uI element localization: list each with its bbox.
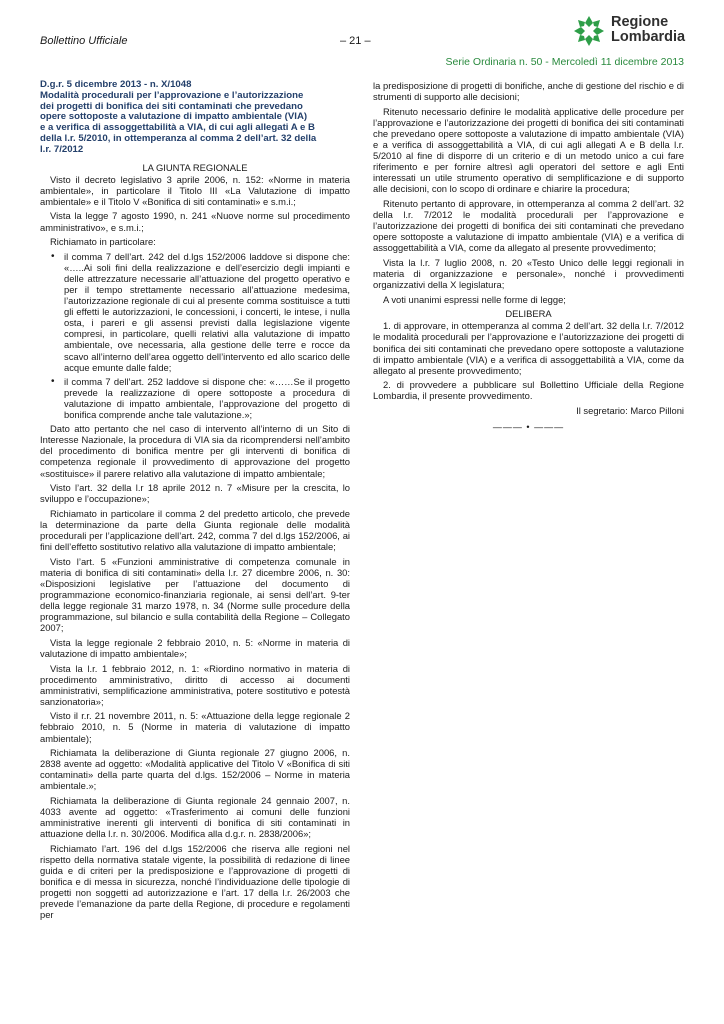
bullet-icon: • <box>51 375 55 387</box>
paragraph: Visto il decreto legislativo 3 aprile 2006, n. 152: «Norme in materia ambientale», in particolare il Titolo III «La Valutazione di impatto ambientale» e il Titolo V «Bonifica di siti contaminati» e s.m.i.; <box>40 173 350 207</box>
paragraph: Vista la legge regionale 2 febbraio 2010, n. 5: «Norme in materia di valutazione di impatto ambientale»; <box>40 636 350 659</box>
decision-item: 1. di approvare, in ottemperanza al comma 2 dell’art. 32 della l.r. 7/2012 le modalità procedurali per l’approvazione e l’autorizzazione dei progetti di bonifica dei siti contaminati che prevedano opere sottoposte a valutazione di impatto ambientale (VIA) e a verifica di assoggettabilità a VIA, come da allegato al presente provvedimento; <box>373 320 684 376</box>
publication-name: Bollettino Ufficiale <box>40 35 128 47</box>
serie-info: Serie Ordinaria n. 50 - Mercoledì 11 dicembre 2013 <box>445 56 684 68</box>
paragraph: A voti unanimi espressi nelle forme di legge; <box>383 293 566 305</box>
paragraph: Visto l’art. 5 «Funzioni amministrative di competenza comunale in materia di bonifica di siti contaminati» della l.r. 27 dicembre 2006, n. 30: «Disposizioni legislative per l’attuazione del documento di programmazione economico-finanziaria regionale, ai sensi dell’art. 9-ter della legge regionale 31 marzo 1978, n. 34 (Norme sulle procedure della programmazione, sul bilancio e sulla contabilità della Regione – Collegato 2007; <box>40 555 350 634</box>
giunta-heading: LA GIUNTA REGIONALE <box>142 161 248 173</box>
left-column <box>40 80 350 924</box>
paragraph: Visto l’art. 32 della l.r 18 aprile 2012 n. 7 «Misure per la crescita, lo sviluppo e l’occupazione»; <box>40 482 350 505</box>
bullet-icon: • <box>51 250 55 262</box>
paragraph: Richiamato in particolare il comma 2 del predetto articolo, che prevede la determinazione da parte della Giunta regionale delle modalità procedurali per l’applicazione dell’art. 242, comma 7 del d.lgs 152/2006, ai fini dell’effetto sostitutivo relativo alla valutazione di impatto ambientale; <box>40 507 350 553</box>
paragraph: Richiamata la deliberazione di Giunta regionale 27 giugno 2006, n. 2838 avente ad oggetto: «Modalità applicative del Titolo V «Bonifica di siti contaminati» della parte quarta del d.lgs. 152/2006 – Norme in materia ambientale.»; <box>40 747 350 792</box>
paragraph: Vista la l.r. 7 luglio 2008, n. 20 «Testo Unico delle leggi regionali in materia di organizzazione e personale», nonché i provvedimenti organizzativi della X legislatura; <box>373 256 684 291</box>
end-separator: ——— • ——— <box>492 422 565 433</box>
page-header <box>0 0 724 75</box>
list-item: • il comma 7 dell’art. 242 del d.lgs 152/2006 laddove si dispone che: «…..Ai soli fini della realizzazione e dell’esercizio degli impianti e delle attrezzature necessarie all’attuazione del progetto operativo e per il tempo strettamente necessario all’attuazione medesima, l’autorizzazione regionale di cui al presente comma sostituisce a tutti gli effetti le autorizzazioni, le concessioni, i concerti, le intese, i nulla osta, i pareri e gli assensi previsti dalla legislazione vigente compresi, in particolare, quelli relativi alla valutazione di impatto ambientale, ove necessaria, alla gestione delle terre e rocce da scavo all’interno dell’area oggetto dell’intervento ed allo scarico delle acque emunte dalle falde; <box>51 250 350 373</box>
paragraph: Vista la legge 7 agosto 1990, n. 241 «Nuove norme sul procedimento amministrativo», e s.m.i.; <box>40 210 350 233</box>
paragraph: Richiamato in particolare: <box>50 236 156 248</box>
regione-lombardia-logo <box>573 15 688 51</box>
paragraph: Ritenuto pertanto di approvare, in ottemperanza al comma 2 dell’art. 32 della l.r. 7/2012 le modalità procedurali per l’approvazione e l’autorizzazione dei progetti di bonifica dei siti contaminati che prevedano opere sottoposte a valutazione di impatto ambientale (VIA) e a verifica di assoggettabilità a VIA, come da allegato al presente provvedimento; <box>373 197 684 254</box>
lombardia-rose-icon <box>573 15 605 47</box>
paragraph: Dato atto pertanto che nel caso di intervento all’interno di un Sito di Interesse Nazionale, la procedura di VIA sia da ricomprendersi nell’ambito del procedimento di bonifica mentre per gli interventi di bonifica di competenza regionale il provvedimento di approvazione del progetto «sostituisce» il parere relativo alla valutazione di impatto ambientale; <box>40 423 350 479</box>
paragraph: Richiamata la deliberazione di Giunta regionale 24 gennaio 2007, n. 4033 avente ad oggetto: «Trasferimento ai comuni delle funzioni amministrative inerenti gli interventi di bonifica di siti contaminati in attuazione della l.r. n. 30/2006. Modifica alla d.g.r. n. 2838/2006»; <box>40 795 350 840</box>
paragraph: Visto il r.r. 21 novembre 2011, n. 5: «Attuazione della legge regionale 2 febbraio 2010, n. 5 (Norme in materia di valutazione di impatto ambientale); <box>40 710 350 744</box>
paragraph: Vista la l.r. 1 febbraio 2012, n. 1: «Riordino normativo in materia di procedimento amministrativo, diritto di accesso ai documenti amministrativi, semplificazione amministrativa, potere sostitutivo e potestà sanzionatoria»; <box>40 662 350 707</box>
paragraph: Ritenuto necessario definire le modalità applicative delle procedure per l’approvazione e l’autorizzazione dei progetti di bonifica dei siti contaminati che prevedano opere sottoposte a valutazione di impatto ambientale (VIA) e a verifica di assoggettabilità a VIA, di cui agli allegati A e B della l.r. 5/2010 al fine di disporre di un criterio e di un metodo unico a cui fare riferimento e per fornire altresì agli operatori del settore e agli Enti interessati un utile strumento operativo di semplificazione e di supporto alle decisioni, con lo scopo di ordinare e chiarire la procedura; <box>373 105 684 195</box>
signature: Il segretario: Marco Pilloni <box>576 405 684 417</box>
decision-item: 2. di provvedere a pubblicare sul Bollettino Ufficiale della Regione Lombardia, il presente provvedimento. <box>373 379 684 402</box>
paragraph: Richiamato l’art. 196 del d.lgs 152/2006 che riserva alle regioni nel rispetto della normativa statale vigente, la possibilità di redazione di linee guida e di criteri per la predisposizione e l’approvazione di progetti di bonifica e di messa in sicurezza, nonché l’individuazione delle tipologie di progetti non soggetti ad autorizzazione e l’art. 17 della l.r. 26/2003 che prevede l’emanazione da parte della Regione, di procedure e regolamenti per <box>40 842 350 921</box>
page-number: – 21 – <box>340 35 371 47</box>
logo-text: Regione Lombardia <box>611 14 686 45</box>
list-item: • il comma 7 dell’art. 252 laddove si dispone che: «……Se il progetto prevede la realizzazione di opere sottoposte a procedura di valutazione di impatto ambientale, l’approvazione del progetto di bonifica comprende anche tale valutazione.»; <box>51 375 350 421</box>
continued-paragraph: la predisposizione di progetti di bonifiche, anche di gestione del rischio e di strumenti di supporto alle decisioni; <box>373 80 684 103</box>
bullet-list <box>40 251 350 420</box>
document-title: D.g.r. 5 dicembre 2013 - n. X/1048 Modalità procedurali per l’approvazione e l’autorizzazione dei progetti di bonifica dei siti contaminati che prevedano opere sottoposte a valutazione di impatto ambientale (VIA) e a verifica di assoggettabilità a VIA, di cui agli allegati A e B della l.r. 5/2010, in ottemperanza al comma 2 dell’art. 32 della l.r. 7/2012 <box>40 79 317 155</box>
delibera-heading: DELIBERA <box>505 308 552 320</box>
right-column <box>373 80 684 433</box>
